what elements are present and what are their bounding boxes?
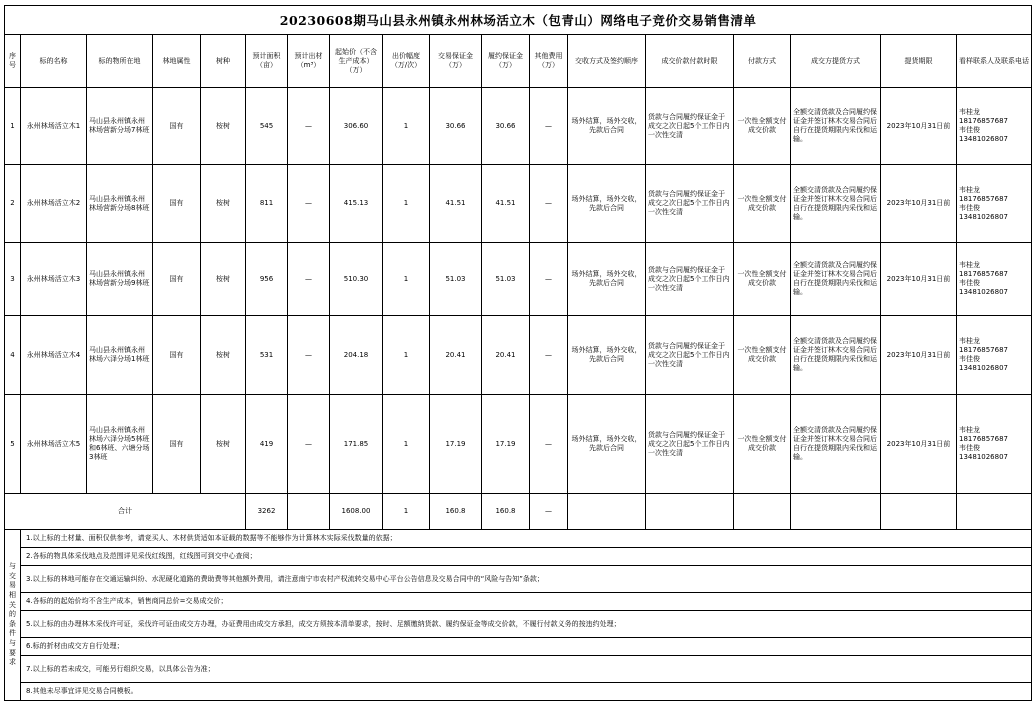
- tree-species: 桉树: [201, 316, 246, 395]
- payment-method: 一次性全额支付成交价款: [734, 316, 791, 395]
- tree-species: 桉树: [201, 165, 246, 243]
- header-cell: 交易保证金（万）: [430, 35, 482, 88]
- start-price: 510.30: [330, 243, 383, 316]
- tree-species: 桉树: [201, 88, 246, 165]
- note-row: [5, 593, 1032, 611]
- land-property: 国有: [153, 165, 201, 243]
- note-row: [5, 530, 1032, 548]
- bid-step: 1: [383, 395, 430, 494]
- total-area: 3262: [246, 494, 288, 530]
- note-row: [5, 611, 1032, 638]
- pickup-deadline: 2023年10月31日前: [881, 165, 957, 243]
- other-fees: —: [530, 88, 568, 165]
- other-fees: —: [530, 316, 568, 395]
- contact-info: 韦桂龙 18176857687 韦佳俊 13481026807: [957, 88, 1032, 165]
- lot-name: 永州林场活立木5: [21, 395, 87, 494]
- delivery-method: 场外结算，场外交收，先款后合同: [568, 88, 646, 165]
- header-cell: 付款方式: [734, 35, 791, 88]
- payment-time-limit: 货款与合同履约保证金于成交之次日起5个工作日内一次性交清: [646, 243, 734, 316]
- area: 419: [246, 395, 288, 494]
- conditions-side-label: 与交易相关的条件与要求: [5, 530, 21, 701]
- empty-cell: [957, 494, 1032, 530]
- row-number: 3: [5, 243, 21, 316]
- lot-location: 马山县永州镇永州林场营新分场8林班: [87, 165, 153, 243]
- header-cell: 看样联系人及联系电话: [957, 35, 1032, 88]
- empty-cell: [881, 494, 957, 530]
- area: 956: [246, 243, 288, 316]
- note-text: 8.其他未尽事宜详见交易合同模板。: [21, 683, 1032, 701]
- note-text: 3.以上标的林地可能存在交通运输纠纷、水泥硬化道路的费助费等其他额外费用，请注意南宁市农村产权流转交易中心平台公告信息及交易合同中的“风险与告知”条款；: [21, 566, 1032, 593]
- page-title: 20230608期马山县永州镇永州林场活立木（包青山）网络电子竞价交易销售清单: [5, 6, 1032, 35]
- bid-step: 1: [383, 243, 430, 316]
- lot-location: 马山县永州镇永州林场六泽分场1林班: [87, 316, 153, 395]
- listing-sheet: [4, 5, 1031, 701]
- land-property: 国有: [153, 88, 201, 165]
- note-text: 5.以上标的由办理林木采伐许可证，采伐许可证由成交方办理，办证费用由成交方承担，成交方须按本清单要求，按时、足额缴纳货款、履约保证金等成交价款，不履行付款义务的按违约处理；: [21, 611, 1032, 638]
- payment-method: 一次性全额支付成交价款: [734, 88, 791, 165]
- header-cell: 成交方提货方式: [791, 35, 881, 88]
- land-property: 国有: [153, 395, 201, 494]
- table-row: [5, 316, 1032, 395]
- total-bid-step: 1: [383, 494, 430, 530]
- payment-method: 一次性全额支付成交价款: [734, 165, 791, 243]
- tree-species: 桉树: [201, 243, 246, 316]
- empty-cell: [791, 494, 881, 530]
- deposit: 30.66: [430, 88, 482, 165]
- delivery-method: 场外结算，场外交收，先款后合同: [568, 165, 646, 243]
- note-row: [5, 566, 1032, 593]
- pickup-method: 全额交清货款及合同履约保证金并签订林木交易合同后自行在提货期限内采伐和运输。: [791, 88, 881, 165]
- performance-deposit: 41.51: [482, 165, 530, 243]
- table-row: [5, 165, 1032, 243]
- other-fees: —: [530, 165, 568, 243]
- performance-deposit: 51.03: [482, 243, 530, 316]
- other-fees: —: [530, 395, 568, 494]
- payment-method: 一次性全额支付成交价款: [734, 395, 791, 494]
- note-text: 2.各标的物具体采伐地点及范围详见采伐红线图，红线图可到交中心查阅；: [21, 548, 1032, 566]
- deposit: 51.03: [430, 243, 482, 316]
- total-performance-deposit: 160.8: [482, 494, 530, 530]
- pickup-method: 全额交清货款及合同履约保证金并签订林木交易合同后自行在提货期限内采伐和运输。: [791, 243, 881, 316]
- pickup-method: 全额交清货款及合同履约保证金并签订林木交易合同后自行在提货期限内采伐和运输。: [791, 316, 881, 395]
- lot-location: 马山县永州镇永州林场六泽分场5林班和6林班、六塘分场3林班: [87, 395, 153, 494]
- header-cell: 出价幅度（万/次）: [383, 35, 430, 88]
- total-label: 合计: [5, 494, 246, 530]
- lot-location: 马山县永州镇永州林场营新分场9林班: [87, 243, 153, 316]
- pickup-method: 全额交清货款及合同履约保证金并签订林木交易合同后自行在提货期限内采伐和运输。: [791, 395, 881, 494]
- note-row: [5, 683, 1032, 701]
- header-cell: 交收方式及签约顺序: [568, 35, 646, 88]
- row-number: 5: [5, 395, 21, 494]
- tree-species: 桉树: [201, 395, 246, 494]
- performance-deposit: 30.66: [482, 88, 530, 165]
- empty-cell: [734, 494, 791, 530]
- start-price: 306.60: [330, 88, 383, 165]
- pickup-deadline: 2023年10月31日前: [881, 395, 957, 494]
- empty-cell: [568, 494, 646, 530]
- listing-table: [4, 5, 1032, 701]
- header-cell: 起始价（不含生产成本）（万）: [330, 35, 383, 88]
- header-cell: 预计面积（亩）: [246, 35, 288, 88]
- total-deposit: 160.8: [430, 494, 482, 530]
- table-row: [5, 395, 1032, 494]
- start-price: 204.18: [330, 316, 383, 395]
- table-header: [5, 35, 1032, 88]
- pickup-deadline: 2023年10月31日前: [881, 243, 957, 316]
- row-number: 4: [5, 316, 21, 395]
- payment-time-limit: 货款与合同履约保证金于成交之次日起5个工作日内一次性交清: [646, 88, 734, 165]
- header-cell: 序号: [5, 35, 21, 88]
- contact-info: 韦桂龙 18176857687 韦佳俊 13481026807: [957, 395, 1032, 494]
- header-cell: 树种: [201, 35, 246, 88]
- other-fees: —: [530, 243, 568, 316]
- note-row: [5, 638, 1032, 656]
- area: 811: [246, 165, 288, 243]
- note-text: 7.以上标的若未成交，可能另行组织交易，以具体公告为准；: [21, 656, 1032, 683]
- total-row: [5, 494, 1032, 530]
- volume: —: [288, 395, 330, 494]
- contact-info: 韦桂龙 18176857687 韦佳俊 13481026807: [957, 316, 1032, 395]
- note-text: 4.各标的的起始价均不含生产成本，销售商同总价=交易成交价；: [21, 593, 1032, 611]
- bid-step: 1: [383, 165, 430, 243]
- deposit: 17.19: [430, 395, 482, 494]
- pickup-deadline: 2023年10月31日前: [881, 88, 957, 165]
- header-cell: 预计出材（m³）: [288, 35, 330, 88]
- header-cell: 提货期限: [881, 35, 957, 88]
- deposit: 20.41: [430, 316, 482, 395]
- volume: —: [288, 165, 330, 243]
- total-start-price: 1608.00: [330, 494, 383, 530]
- volume: —: [288, 316, 330, 395]
- payment-time-limit: 货款与合同履约保证金于成交之次日起5个工作日内一次性交清: [646, 395, 734, 494]
- payment-time-limit: 货款与合同履约保证金于成交之次日起5个工作日内一次性交清: [646, 316, 734, 395]
- lot-name: 永州林场活立木1: [21, 88, 87, 165]
- header-cell: 林地属性: [153, 35, 201, 88]
- header-cell: 成交价款付款时限: [646, 35, 734, 88]
- performance-deposit: 20.41: [482, 316, 530, 395]
- payment-method: 一次性全额支付成交价款: [734, 243, 791, 316]
- header-cell: 其他费用（万）: [530, 35, 568, 88]
- total-other-fees: —: [530, 494, 568, 530]
- pickup-deadline: 2023年10月31日前: [881, 316, 957, 395]
- volume: —: [288, 243, 330, 316]
- lot-location: 马山县永州镇永州林场营新分场7林班: [87, 88, 153, 165]
- start-price: 171.85: [330, 395, 383, 494]
- land-property: 国有: [153, 316, 201, 395]
- volume: —: [288, 88, 330, 165]
- lot-name: 永州林场活立木4: [21, 316, 87, 395]
- delivery-method: 场外结算，场外交收，先款后合同: [568, 395, 646, 494]
- bid-step: 1: [383, 316, 430, 395]
- table-row: [5, 243, 1032, 316]
- delivery-method: 场外结算，场外交收，先款后合同: [568, 316, 646, 395]
- lot-name: 永州林场活立木2: [21, 165, 87, 243]
- note-row: [5, 656, 1032, 683]
- table-row: [5, 88, 1032, 165]
- deposit: 41.51: [430, 165, 482, 243]
- header-cell: 履约保证金（万）: [482, 35, 530, 88]
- note-text: 6.标的折材由成交方自行处理；: [21, 638, 1032, 656]
- pickup-method: 全额交清货款及合同履约保证金并签订林木交易合同后自行在提货期限内采伐和运输。: [791, 165, 881, 243]
- header-cell: 标的物所在地: [87, 35, 153, 88]
- performance-deposit: 17.19: [482, 395, 530, 494]
- contact-info: 韦桂龙 18176857687 韦佳俊 13481026807: [957, 243, 1032, 316]
- bid-step: 1: [383, 88, 430, 165]
- start-price: 415.13: [330, 165, 383, 243]
- total-volume: [288, 494, 330, 530]
- row-number: 2: [5, 165, 21, 243]
- delivery-method: 场外结算，场外交收，先款后合同: [568, 243, 646, 316]
- header-cell: 标的名称: [21, 35, 87, 88]
- note-text: 1.以上标的土材量、面积仅供参考，请竞买人、木材供货适如本证载的数据等不能够作为计算林木实际采伐数量的依据；: [21, 530, 1032, 548]
- area: 545: [246, 88, 288, 165]
- payment-time-limit: 货款与合同履约保证金于成交之次日起5个工作日内一次性交清: [646, 165, 734, 243]
- contact-info: 韦桂龙 18176857687 韦佳俊 13481026807: [957, 165, 1032, 243]
- note-row: [5, 548, 1032, 566]
- area: 531: [246, 316, 288, 395]
- row-number: 1: [5, 88, 21, 165]
- lot-name: 永州林场活立木3: [21, 243, 87, 316]
- land-property: 国有: [153, 243, 201, 316]
- empty-cell: [646, 494, 734, 530]
